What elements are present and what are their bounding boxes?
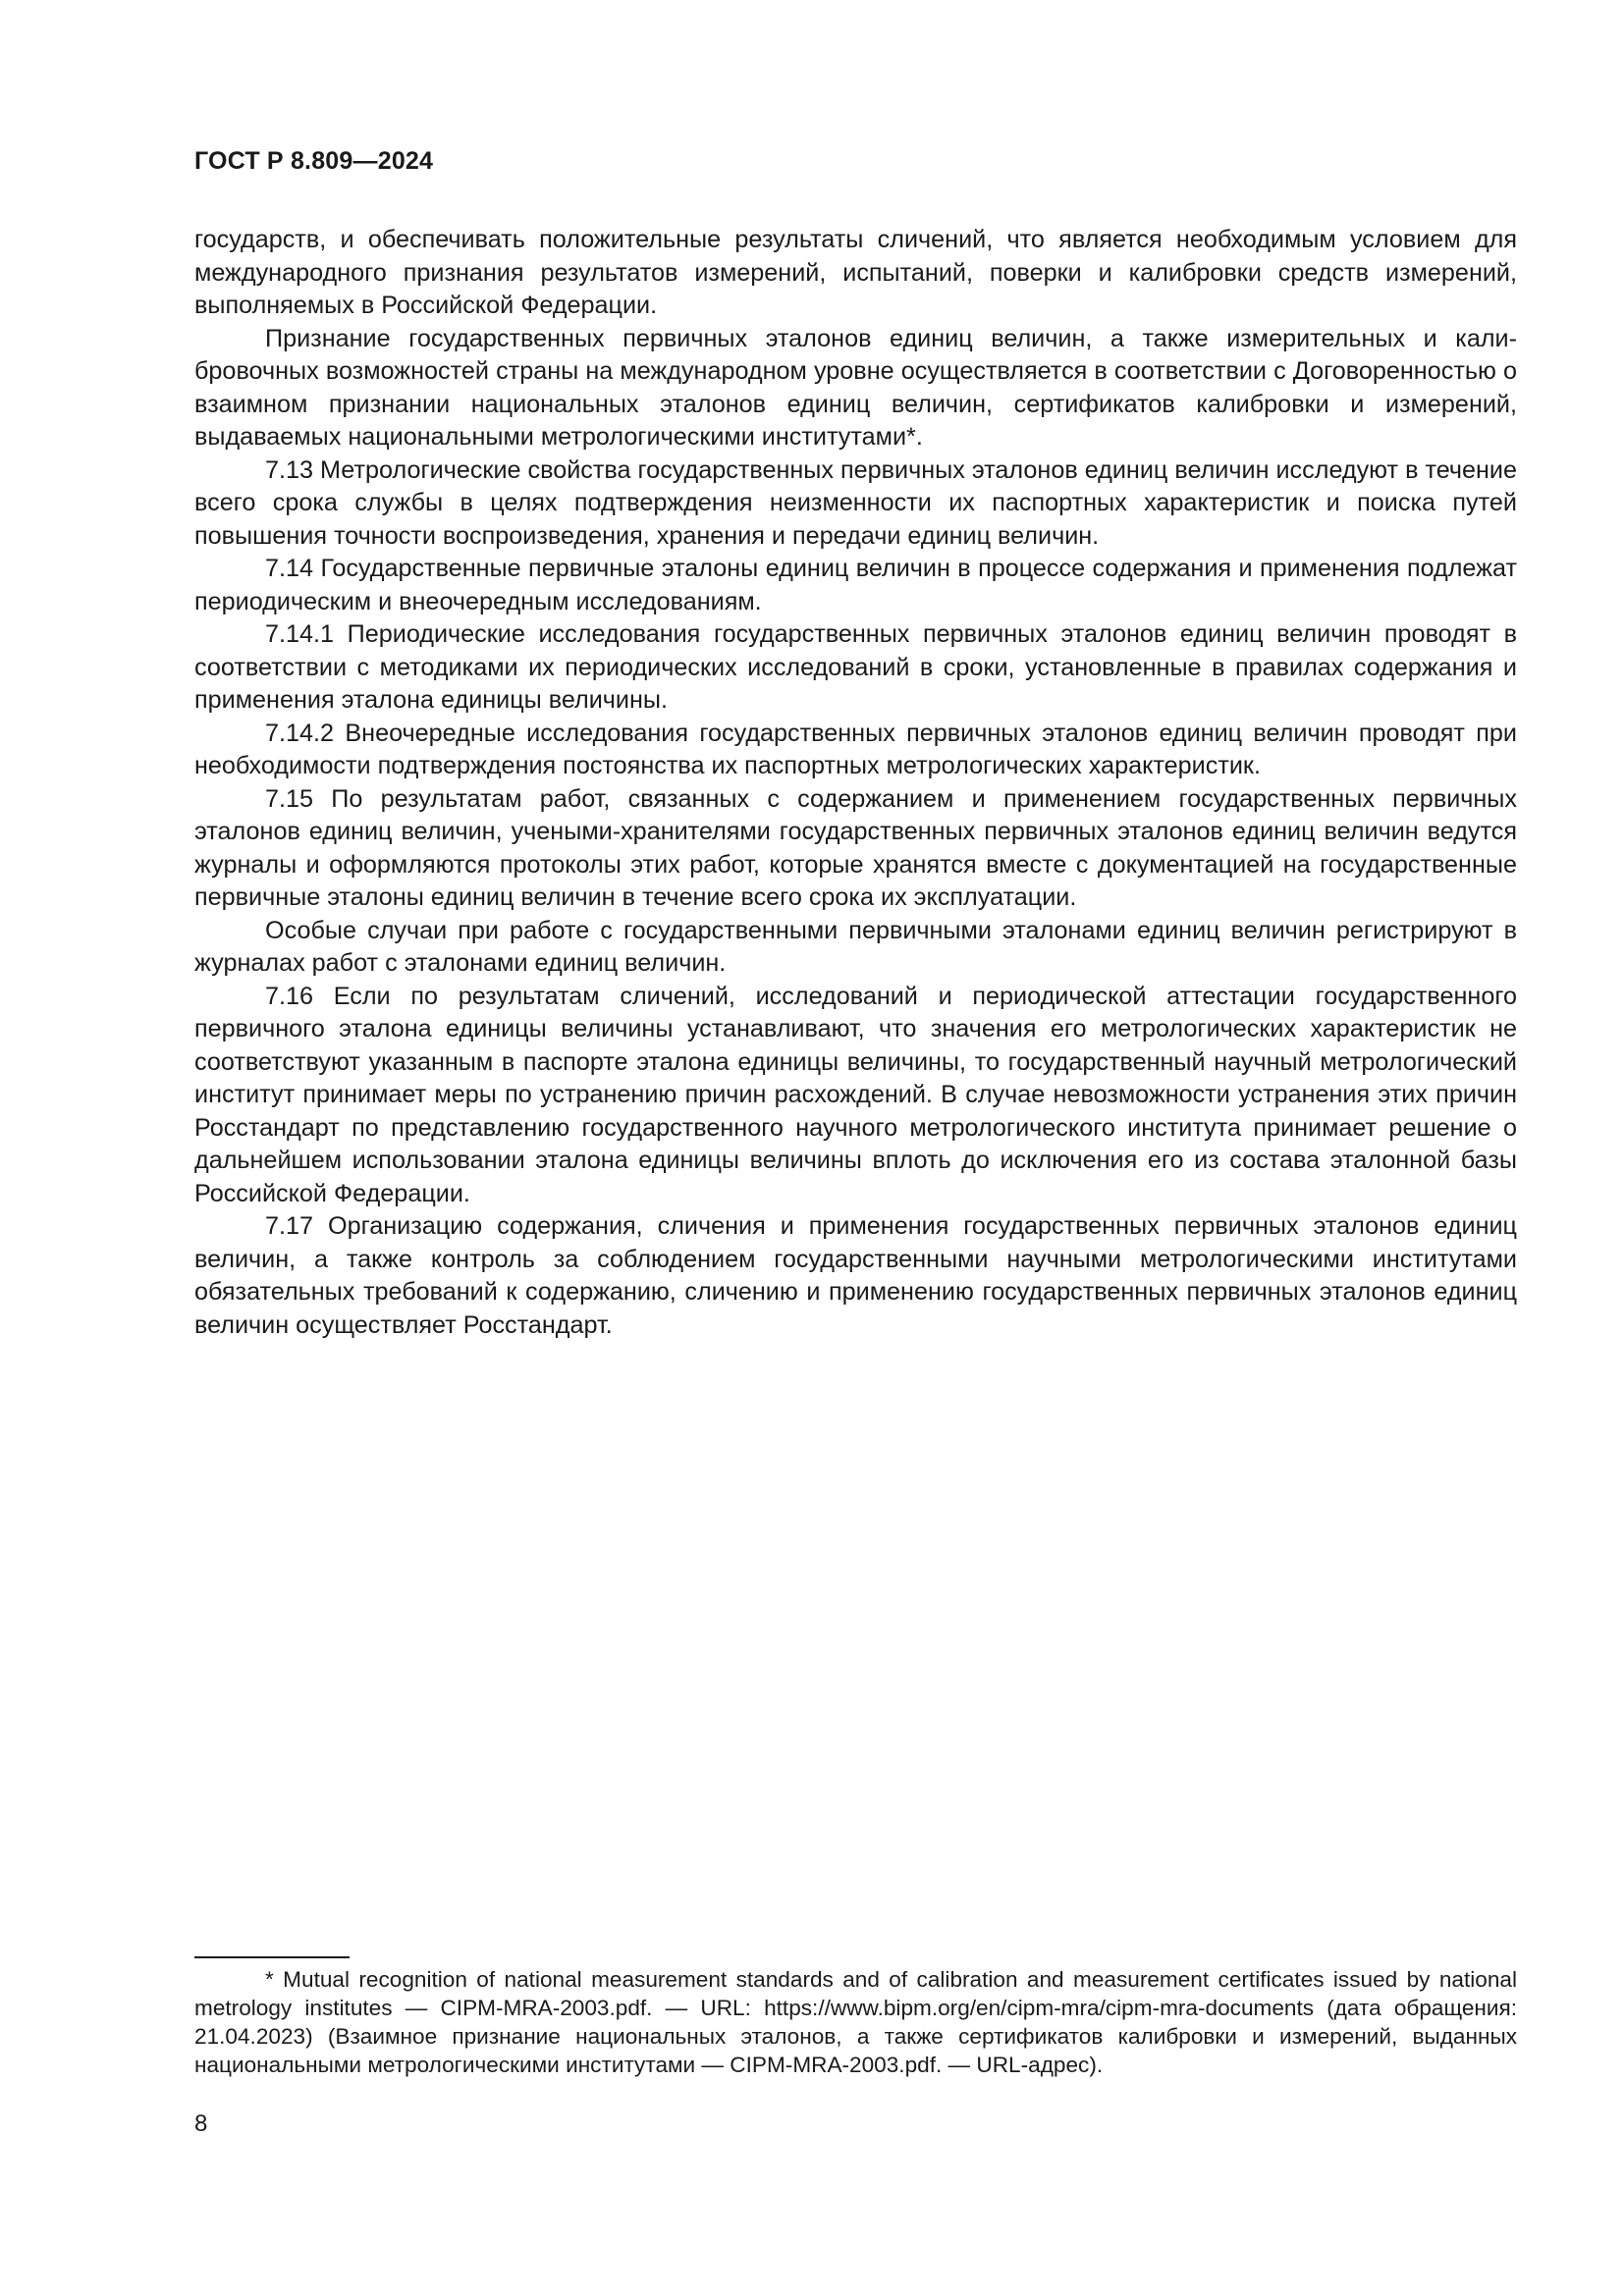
paragraph-recognition: Признание государственных первичных эталонов единиц величин, а также измерительных и калибровочных возможностей страны на международном уровне осуществляется в соответствии с Договоренностью о взаимном признании национальных эталонов единиц величин, сертификатов калибровки и измерений, выдаваемых национальными метрологическими институтами*.: [194, 324, 1517, 451]
paragraph-continuation: государств, и обеспечивать положительные результаты сличений, что является необходимым условием для международного признания результатов измерений, испытаний, поверки и калибровки средств измерений, выполняемых в Российской Федерации.: [194, 226, 1517, 319]
clause-7-13: 7.13 Метрологические свойства государственных первичных эталонов единиц величин исследуют в течение всего срока службы в целях подтверждения неизменности их паспортных характеристик и поиска путей повышения точности воспроизведения, хранения и передачи единиц величин.: [194, 455, 1517, 550]
clause-7-17: 7.17 Организацию содержания, сличения и применения государственных первичных эталонов единиц величин, а также контроль за соблюдением государственными научными метрологическими институтами обязательных требований к содержанию, сличению и применению государственных первичных эталонов единиц величин осуществляет Росстандарт.: [194, 1212, 1517, 1339]
footnote-separator: [194, 1956, 350, 1958]
paragraph-special-cases: Особые случаи при работе с государственными первичными эталонами единиц величин регистрируют в журналах работ с эталонами единиц величин.: [194, 916, 1517, 977]
body-text: [194, 224, 1517, 1342]
page-number: 8: [194, 2110, 208, 2137]
document-header: ГОСТ Р 8.809—2024: [194, 147, 434, 175]
footnote-text: * Mutual recognition of national measurement standards and of calibration and measurement certificates issued by national metrology institutes — CIPM-MRA-2003.pdf. — URL: https://www.bipm.org/en/cipm-mra/cipm-mra-documents (дата обращения: 21.04.2023) (Взаимное признание национальных эталонов, а также сертификатов калибровки и измерений, выданных национальными метрологическими институтами — CIPM-MRA-2003.pdf. — URL-адрес).: [194, 1967, 1517, 2077]
footnote: [194, 1965, 1517, 2079]
clause-7-14-2: 7.14.2 Внеочередные исследования государственных первичных эталонов единиц величин проводят при необходимости подтверждения постоянства их паспортных метрологических характеристик.: [194, 719, 1517, 779]
clause-7-14: 7.14 Государственные первичные эталоны единиц величин в процессе содержания и применения подлежат периодическим и внеочередным исследованиям.: [194, 555, 1517, 615]
clause-7-15: 7.15 По результатам работ, связанных с содержанием и применением государственных первичных эталонов единиц величин, учеными-хранителями государственных первичных эталонов единиц величин ведутся журналы и оформляются протоколы этих работ, которые хранятся вместе с документацией на государственные первичные эталоны единиц величин в течение всего срока их эксплуатации.: [194, 784, 1517, 911]
clause-7-14-1: 7.14.1 Периодические исследования государственных первичных эталонов единиц величин проводят в соответствии с методиками их периодических исследований в сроки, установленные в правилах содержания и применения эталона единицы величины.: [194, 620, 1517, 714]
clause-7-16: 7.16 Если по результатам сличений, исследований и периодической аттестации государственного первичного эталона единицы величины устанавливают, что значения его метрологических характеристик не соответствуют указанным в паспорте эталона единицы величины, то государственный научный метрологический институт принимает меры по устранению причин расхождений. В случае невозможности устранения этих причин Росстандарт по представлению государственного научного метрологического института принимает решение о дальнейшем использовании эталона единицы величины вплоть до исключения его из состава эталонной базы Российской Федерации.: [194, 982, 1517, 1207]
